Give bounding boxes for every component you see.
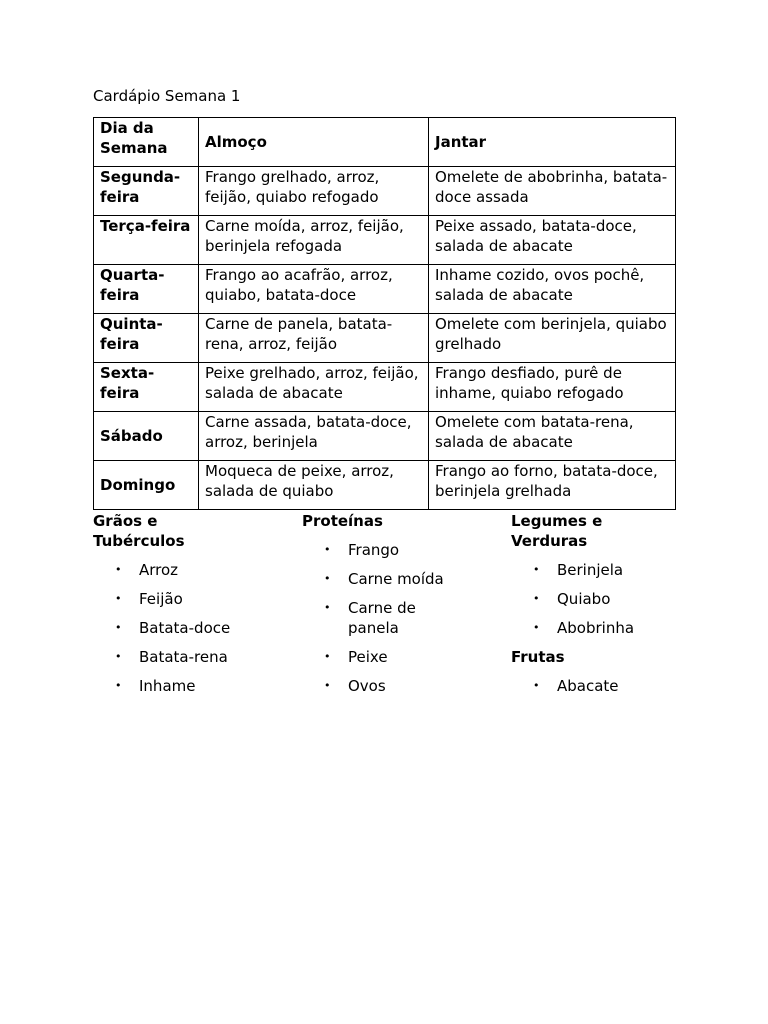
grains-list bbox=[93, 560, 243, 696]
list-item: • Feijão bbox=[115, 590, 183, 608]
lunch-cell: Frango grelhado, arroz, feijão, quiabo refogado bbox=[199, 167, 429, 216]
day-cell: Terça-feira bbox=[94, 216, 199, 265]
bullet-icon: • bbox=[115, 563, 122, 576]
bullet-icon: • bbox=[115, 621, 122, 634]
dinner-cell: Inhame cozido, ovos pochê, salada de abacate bbox=[429, 265, 676, 314]
bullet-icon: • bbox=[324, 543, 331, 556]
proteins-list bbox=[302, 540, 462, 696]
fruits-heading: Frutas bbox=[511, 648, 565, 666]
list-item: • Quiabo bbox=[533, 590, 611, 608]
bullet-icon: • bbox=[115, 679, 122, 692]
dinner-cell: Omelete de abobrinha, batata-doce assada bbox=[429, 167, 676, 216]
bullet-icon: • bbox=[115, 592, 122, 605]
dinner-cell: Frango desfiado, purê de inhame, quiabo refogado bbox=[429, 363, 676, 412]
dinner-cell: Peixe assado, batata-doce, salada de abacate bbox=[429, 216, 676, 265]
day-cell: Domingo bbox=[94, 461, 199, 510]
proteins-heading: Proteínas bbox=[302, 512, 383, 530]
day-cell: Quinta-feira bbox=[94, 314, 199, 363]
lunch-cell: Peixe grelhado, arroz, feijão, salada de abacate bbox=[199, 363, 429, 412]
list-item: • Frango bbox=[324, 541, 400, 559]
dinner-cell: Omelete com batata-rena, salada de abacate bbox=[429, 412, 676, 461]
day-cell: Sábado bbox=[94, 412, 199, 461]
list-item: • Ovos bbox=[324, 677, 386, 695]
lunch-cell: Carne de panela, batata-rena, arroz, feijão bbox=[199, 314, 429, 363]
bullet-icon: • bbox=[324, 650, 331, 663]
vegetables-heading: Legumes e Verduras bbox=[511, 512, 603, 550]
dinner-cell: Frango ao forno, batata-doce, berinjela grelhada bbox=[429, 461, 676, 510]
lunch-cell: Carne assada, batata-doce, arroz, berinjela bbox=[199, 412, 429, 461]
list-item: • Carne de panela bbox=[324, 599, 416, 637]
list-item: • Peixe bbox=[324, 648, 388, 666]
day-cell: Quarta-feira bbox=[94, 265, 199, 314]
list-item: • Berinjela bbox=[533, 561, 624, 579]
weekly-menu-table bbox=[93, 117, 676, 510]
header-lunch: Almoço bbox=[199, 118, 429, 167]
list-item: • Batata-doce bbox=[115, 619, 231, 637]
bullet-icon: • bbox=[324, 679, 331, 692]
day-cell: Segunda-feira bbox=[94, 167, 199, 216]
table-row bbox=[94, 412, 676, 461]
bullet-icon: • bbox=[533, 592, 540, 605]
lunch-cell: Moqueca de peixe, arroz, salada de quiabo bbox=[199, 461, 429, 510]
table-row bbox=[94, 314, 676, 363]
lunch-cell: Frango ao acafrão, arroz, quiabo, batata-doce bbox=[199, 265, 429, 314]
proteins-group bbox=[302, 511, 462, 696]
day-cell: Sexta-feira bbox=[94, 363, 199, 412]
header-dinner: Jantar bbox=[429, 118, 676, 167]
table-row bbox=[94, 167, 676, 216]
table-row bbox=[94, 363, 676, 412]
vegetables-list bbox=[511, 560, 671, 638]
bullet-icon: • bbox=[533, 621, 540, 634]
table-row bbox=[94, 216, 676, 265]
bullet-icon: • bbox=[324, 572, 331, 585]
bullet-icon: • bbox=[324, 601, 331, 614]
list-item: • Inhame bbox=[115, 677, 196, 695]
bullet-icon: • bbox=[115, 650, 122, 663]
lunch-cell: Carne moída, arroz, feijão, berinjela refogada bbox=[199, 216, 429, 265]
bullet-icon: • bbox=[533, 679, 540, 692]
fruits-list bbox=[511, 676, 671, 696]
table-row bbox=[94, 461, 676, 510]
list-item: • Arroz bbox=[115, 561, 179, 579]
list-item: • Abacate bbox=[533, 677, 619, 695]
grains-heading: Grãos e Tubérculos bbox=[93, 512, 185, 550]
page-title: Cardápio Semana 1 bbox=[93, 87, 241, 105]
header-day: Dia da Semana bbox=[94, 118, 199, 167]
list-item: • Carne moída bbox=[324, 570, 444, 588]
table-row bbox=[94, 265, 676, 314]
dinner-cell: Omelete com berinjela, quiabo grelhado bbox=[429, 314, 676, 363]
vegetables-group bbox=[511, 511, 671, 696]
table-header-row bbox=[94, 118, 676, 167]
grains-group bbox=[93, 511, 243, 696]
list-item: • Batata-rena bbox=[115, 648, 228, 666]
bullet-icon: • bbox=[533, 563, 540, 576]
list-item: • Abobrinha bbox=[533, 619, 635, 637]
